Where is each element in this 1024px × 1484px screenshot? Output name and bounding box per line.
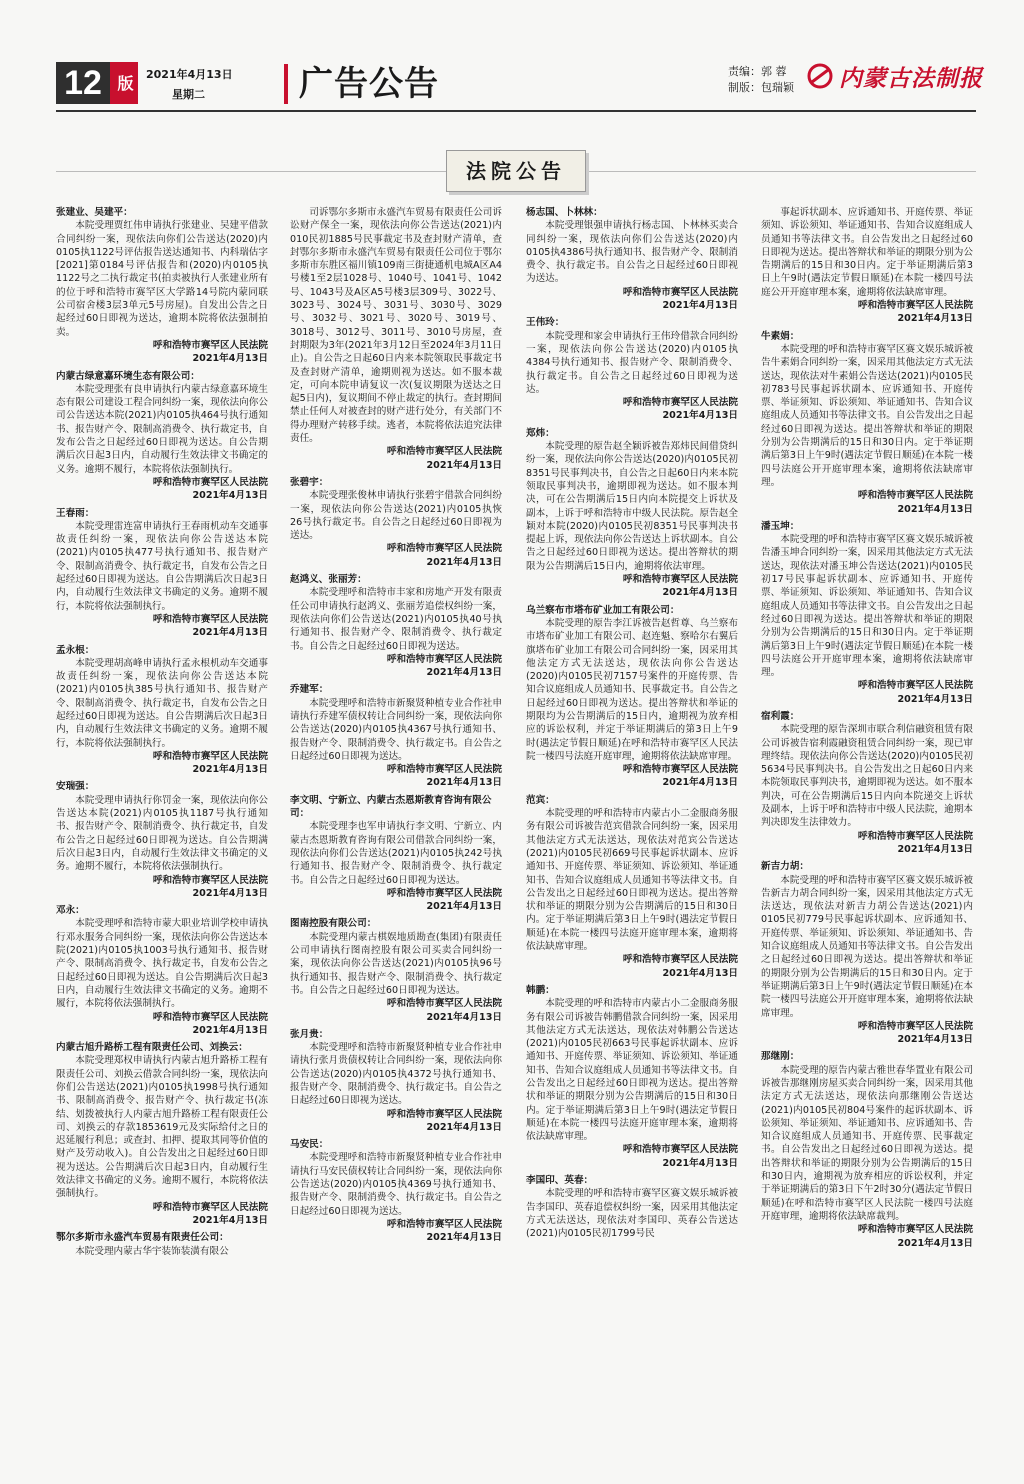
page-number: 12 — [56, 62, 110, 104]
notice-body: 本院受理和家会申请执行王伟玲借款合同纠纷一案，现依法向你公告送达(2020)内0105执4384号执行通知书、报告财产令、限制消费令、执行裁定书。自公告之日起经过60日即视为送达。 — [526, 330, 738, 395]
notice-body: 本院受理呼和浩特市蒙大职业培训学校申请执行邓永服务合同纠纷一案，现依法向你公告送达本院(2021)内0105执1003号执行通知书、报告财产令、限制高消费令、执行裁定书，自发布公告之日起经过60日即视为送达。自公告期满后次日起3日内，自动履行生效法律文书确定的义务。逾期不履行，本院将依法强制执行。 — [56, 918, 268, 1010]
notice-item — [761, 330, 973, 516]
notice-date: 2021年4月13日 — [192, 887, 268, 899]
header-divider — [284, 64, 288, 104]
notice-date: 2021年4月13日 — [897, 843, 973, 855]
notice-date: 2021年4月13日 — [192, 764, 268, 776]
notice-item — [56, 644, 268, 777]
section-title: 广告公告 — [299, 64, 439, 104]
notice-addressee: 潘玉坤： — [761, 520, 800, 532]
editor-credits — [728, 64, 794, 96]
notice-date: 2021年4月13日 — [426, 901, 502, 913]
notice-body: 本院受理的原告内蒙古雅世春华置业有限公司诉被告那继刚房屋买卖合同纠纷一案，因采用其他法定方式无法送达，现依法向那继刚公告送达(2021)内0105民初804号案件的起诉状副本、诉讼须知、举证须知、举证通知书、应诉通知书、告知合议庭组成人员通知书、开庭传票、民事裁定书。自公告发出之日起经过60日即视为送达。提出答辩状和举证的期限分别为公告期满后的15日和30日内，逾期视为放弃相应的诉讼权利，并定于举证期满后的第3日下午2时30分(遇法定节假日顺延)在呼和浩特市赛罕区人民法院一楼四号法庭开庭审理，逾期将依法缺席裁判。 — [761, 1064, 973, 1222]
notice-court: 呼和浩特市赛罕区人民法院 — [622, 954, 738, 966]
notice-body: 本院受理的呼和浩特市赛罕区赛文娱乐城诉被告潘玉坤合同纠纷一案，因采用其他法定方式无法送达，现依法对潘玉坤公告送达(2021)内0105民初17号民事起诉状副本、应诉通知书、开庭传票、举证须知、诉讼须知、举证通知书、告知合议庭组成人员通知书等法律文书。自公告发出之日起经过60日即视为送达。提出答辩状和举证的期限分别为公告期满后的15日和30日内。定于举证期满后第3日上午9时(遇法定节假日顺延)在本院一楼四号法庭公开开庭审理本案，逾期将依法缺席审理。 — [761, 534, 973, 679]
notice-date: 2021年4月13日 — [662, 777, 738, 789]
notice-addressee: 牛素娟： — [761, 330, 800, 342]
notice-item — [56, 206, 268, 366]
notice-addressee: 鄂尔多斯市永盛汽车贸易有限责任公司： — [56, 1232, 229, 1244]
notice-date: 2021年4月13日 — [192, 1214, 268, 1226]
notice-court: 呼和浩特市赛罕区人民法院 — [152, 339, 268, 351]
court-notice-banner: 法院公告 — [446, 150, 586, 192]
notice-addressee: 张碧宇： — [290, 476, 329, 488]
notice-court: 呼和浩特市赛罕区人民法院 — [152, 874, 268, 886]
notice-addressee: 那继刚： — [761, 1051, 800, 1063]
notice-body: 本院受理呼和浩特市新聚贤种植专业合作社申请执行张月贵债权转让合同纠纷一案，现依法向你公告送达(2020)内0105执4372号执行通知书、报告财产令、限制消费令、执行裁定书。自公告之日起经过60日即视为送达。 — [290, 1042, 502, 1107]
notice-court: 呼和浩特市赛罕区人民法院 — [386, 1108, 502, 1120]
notice-body: 本院受理的呼和浩特市赛罕区赛文娱乐城诉被告牛素娟合同纠纷一案，因采用其他法定方式无法送达，现依法对牛素娟公告送达(2021)内0105民初783号民事起诉状副本、应诉通知书、开庭传票、举证须知、诉讼须知、举证通知书、告知合议庭组成人员通知书等法律文书。自公告发出之日起经过60日即视为送达。提出答辩状和举证的期限分别为公告期满后的15日和30日内。定于举证期满后第3日上午9时(遇法定节假日顺延)在本院一楼四号法庭公开开庭审理本案，逾期将依法缺席审理。 — [761, 343, 973, 488]
notice-date: 2021年4月13日 — [426, 459, 502, 471]
notice-body: 本院受理郑权申请执行内蒙古旭升路桥工程有限责任公司、刘换云借款合同纠纷一案，现依法向你们公告送达(2021)内0105执1998号执行通知书、限制高消费令、报告财产令、执行裁定书(冻结、划拨被执行人内蒙古旭升路桥工程有限责任公司、刘换云的存款1853619元及实际给付之日的迟延履行利息；或查封、扣押、提取其同等价值的财产及劳动收入)。自公告发出之日起经过60日即视为送达。公告期满后次日起3日内，自动履行生效法律文书确定的义务。逾期不履行，本院将依法强制执行。 — [56, 1055, 268, 1200]
notice-date: 2021年4月13日 — [192, 353, 268, 365]
notice-date: 2021年4月13日 — [897, 693, 973, 705]
notice-item — [526, 427, 738, 600]
notice-court: 呼和浩特市赛罕区人民法院 — [857, 830, 973, 842]
notice-body: 本院受理的原告深圳市联合利信融资租赁有限公司诉被告宿利霞融资租赁合同纠纷一案，现已审理终结。现依法向你公告送达(2020)内0105民初5634号民事判决书。自公告发出之日起60日内来本院领取民事判决书，逾期即视为送达。如不服本判决，可在公告期满后15日内向本院递交上诉状及副本，上诉于呼和浩特市中级人民法院，逾期本判决即发生法律效力。 — [761, 724, 973, 829]
notice-date: 2021年4月13日 — [662, 410, 738, 422]
notice-item — [526, 206, 738, 312]
notice-addressee: 马安民： — [290, 1139, 329, 1151]
notice-item — [526, 316, 738, 422]
producer-line: 制版：包瑞颖 — [728, 81, 794, 94]
notice-item — [526, 984, 738, 1170]
notice-date: 2021年4月13日 — [897, 503, 973, 515]
notice-date: 2021年4月13日 — [662, 300, 738, 312]
header-rule — [56, 110, 976, 112]
notice-item — [526, 1174, 738, 1240]
notice-date: 2021年4月13日 — [426, 556, 502, 568]
notice-addressee: 王伟玲： — [526, 317, 565, 329]
notice-date: 2021年4月13日 — [897, 1034, 973, 1046]
notice-court: 呼和浩特市赛罕区人民法院 — [857, 1224, 973, 1236]
editor-line: 责编：郭 蓉 — [728, 65, 787, 78]
notice-item — [56, 507, 268, 640]
notice-court: 呼和浩特市赛罕区人民法院 — [622, 1144, 738, 1156]
notice-date: 2021年4月13日 — [426, 1011, 502, 1023]
notice-item — [56, 370, 268, 503]
notice-addressee: 安瑞强： — [56, 781, 95, 793]
notice-date: 2021年4月13日 — [426, 1121, 502, 1133]
notice-body: 本院受理胡高峰申请执行孟永根机动车交通事故责任纠纷一案，现依法向你公告送达本院(2021)内0105执385号执行通知书、报告财产令、限制高消费令、执行裁定书，自发布公告之日起经过60日即视为送达。自公告期满后次日起3日内，自动履行生效法律文书确定的义务。逾期不履行，本院将依法强制执行。 — [56, 657, 268, 749]
page-label: 版 — [110, 62, 138, 104]
notice-body: 本院受理张有良申请执行内蒙古绿意嘉环境生态有限公司建设工程合同纠纷一案，现依法向你公司公告送达本院(2021)内0105执464号执行通知书、报告财产令、限制高消费令、执行裁定书，自发布公告之日起经过60日即视为送达。自公告期满后次日起3日内，自动履行生效法律文书确定的义务。逾期不履行，本院将依法强制执行。 — [56, 383, 268, 475]
notice-court: 呼和浩特市赛罕区人民法院 — [386, 543, 502, 555]
notice-item — [290, 917, 502, 1023]
notice-item — [290, 476, 502, 569]
notice-body: 本院受理银强申请执行杨志国、卜林林买卖合同纠纷一案，现依法向你们公告送达(2020)内0105执4386号执行通知书、报告财产令、限制消费令、执行裁定书。自公告之日起经过60日即视为送达。 — [526, 220, 738, 285]
notice-body: 本院受理呼和浩特市新聚贤种植专业合作社申请执行马安民债权转让合同纠纷一案，现依法向你公告送达(2020)内0105执4369号执行通知书、报告财产令、限制消费令、执行裁定书。自公告之日起经过60日即视为送达。 — [290, 1152, 502, 1217]
notice-addressee: 郑炜： — [526, 427, 555, 439]
notice-item — [761, 860, 973, 1046]
notice-court: 呼和浩特市赛罕区人民法院 — [857, 490, 973, 502]
notice-date: 2021年4月13日 — [426, 1232, 502, 1244]
notice-court: 呼和浩特市赛罕区人民法院 — [152, 613, 268, 625]
notice-item — [761, 520, 973, 706]
notice-item — [761, 710, 973, 856]
notice-addressee: 乔建军： — [290, 684, 329, 696]
notice-addressee: 韩鹏： — [526, 984, 555, 996]
notice-item — [290, 1138, 502, 1244]
notice-body: 本院受理呼和浩特市新聚贤种植专业合作社申请执行乔建军债权转让合同纠纷一案，现依法向你公告送达(2020)内0105执4367号执行通知书、报告财产令、限制消费令、执行裁定书。自公告之日起经过60日即视为送达。 — [290, 697, 502, 762]
masthead — [56, 62, 983, 112]
notice-addressee: 邓永： — [56, 905, 85, 917]
notice-body: 本院受理的呼和浩特市赛罕区赛文娱乐城诉被告李国印、英春追偿权纠纷一案，因采用其他法定方式无法送达，现依法对李国印、英春公告送达(2021)内0105民初1799号民 — [526, 1188, 738, 1240]
notice-addressee: 宿利霞： — [761, 710, 800, 722]
notice-court: 呼和浩特市赛罕区人民法院 — [622, 764, 738, 776]
notice-column-2 — [290, 206, 502, 1249]
notice-addressee: 内蒙古绿意嘉环境生态有限公司： — [56, 370, 200, 382]
notice-addressee: 赵鸿义、张丽芳： — [290, 574, 367, 586]
notice-court: 呼和浩特市赛罕区人民法院 — [386, 998, 502, 1010]
notice-court: 呼和浩特市赛罕区人民法院 — [386, 764, 502, 776]
notice-body: 本院受理的原告赵全颖诉被告郑炜民间借贷纠纷一案，现依法向你公告送达(2020)内0105民初8351号民事判决书，自公告之日起60日内来本院领取民事判决书，逾期即视为送达。如不服本判决，可在公告期满后15日内向本院提交上诉状及副本，上诉于呼和浩特市中级人民法院。原告赵全颖对本院(2020)内0105民初8351号民事判决书提起上诉，现依法向你公告送达上诉状副本。自公告之日起经过60日即视为送达。提出答辩状的期限为公告期满后15日内，逾期将依法审理。 — [526, 441, 738, 572]
notice-body: 本院受理呼和浩特市丰家和房地产开发有限责任公司申请执行赵鸿义、张丽芳追偿权纠纷一案，现依法向你们公告送达(2021)内0105执40号执行通知书、报告财产令、限制消费令、执行裁定书。自公告之日起经过60日即视为送达。 — [290, 587, 502, 652]
notice-court: 呼和浩特市赛罕区人民法院 — [386, 887, 502, 899]
newspaper-name: 内蒙古法制报 — [839, 65, 983, 92]
issue-date: 2021年4月13日 — [146, 68, 233, 81]
notice-date: 2021年4月13日 — [192, 627, 268, 639]
notice-item — [761, 1050, 973, 1249]
notice-court: 呼和浩特市赛罕区人民法院 — [152, 1011, 268, 1023]
notice-addressee: 王春雨： — [56, 507, 95, 519]
notice-item — [290, 794, 502, 914]
notice-date: 2021年4月13日 — [897, 313, 973, 325]
notice-body: 本院受理贾红伟申请执行张建业、吴建平借款合同纠纷一案，现依法向你们公告送达(2020)内0105执1122号评估报告送达通知书、内科瑞估字[2021]第0184号评估报告和(2020)内0105执1122号之二执行裁定书(拍卖被执行人张建业所有的位于呼和浩特市赛罕区大学路14号院内蒙同联公司宿舍楼3层3单元5号房屋)。自发出公告之日起经过60日即视为送达，逾期本院将依法强制拍卖。 — [56, 220, 268, 338]
notice-court: 呼和浩特市赛罕区人民法院 — [152, 1201, 268, 1213]
notice-court: 呼和浩特市赛罕区人民法院 — [152, 750, 268, 762]
notice-body: 本院受理的呼和浩特市内蒙古小二金服商务服务有限公司诉被告韩鹏借款合同纠纷一案，因采用其他法定方式无法送达，现依法对韩鹏公告送达(2021)内0105民初663号民事起诉状副本、应诉通知书、开庭传票、举证须知、诉讼须知、举证通知书、告知合议庭组成人员通知书等法律文书。自公告发出之日起经过60日即视为送达。提出答辩状和举证的期限分别为公告期满后的15日和30日内。定于举证期满后第3日上午9时(遇法定节假日顺延)在本院一楼四号法庭开庭审理本案，逾期将依法缺席审理。 — [526, 998, 738, 1143]
notice-court: 呼和浩特市赛罕区人民法院 — [857, 680, 973, 692]
notice-court: 呼和浩特市赛罕区人民法院 — [386, 1218, 502, 1230]
notice-addressee: 内蒙古旭升路桥工程有限责任公司、刘换云： — [56, 1042, 248, 1054]
notice-item — [290, 573, 502, 679]
notice-date: 2021年4月13日 — [662, 967, 738, 979]
notice-date: 2021年4月13日 — [426, 777, 502, 789]
notice-body: 本院受理雷连富申请执行王春雨机动车交通事故责任纠纷一案，现依法向你公告送达本院(2021)内0105执477号执行通知书、报告财产令、限制高消费令、执行裁定书，自发布公告之日起经过60日即视为送达。自公告期满后次日起3日内，自动履行生效法律文书确定的义务。逾期不履行，本院将依法强制执行。 — [56, 520, 268, 612]
notice-addressee: 张月贵： — [290, 1028, 329, 1040]
notice-court: 呼和浩特市赛罕区人民法院 — [857, 1020, 973, 1032]
notice-body: 本院受理的呼和浩特市内蒙古小二金服商务服务有限公司诉被告范宾借款合同纠纷一案，因采用其他法定方式无法送达，现依法对范宾公告送达(2021)内0105民初669号民事起诉状副本、应诉通知书、开庭传票、举证须知、诉讼须知、举证通知书、告知合议庭组成人员通知书等法律文书。自公告发出之日起经过60日即视为送达。提出答辩状和举证的期限分别为公告期满后的15日和30日内。定于举证期满后第3日上午9时(遇法定节假日顺延)在本院一楼四号法庭开庭审理本案，逾期将依法缺席审理。 — [526, 808, 738, 953]
notice-court: 呼和浩特市赛罕区人民法院 — [622, 397, 738, 409]
notice-item — [56, 904, 268, 1037]
notice-addressee: 杨志国、卜林林： — [526, 207, 603, 218]
notice-date: 2021年4月13日 — [192, 1024, 268, 1036]
notice-item — [526, 794, 738, 980]
notice-addressee: 李文明、宁新立、内蒙古杰恩斯教育咨询有限公司： — [290, 794, 492, 820]
notice-date: 2021年4月13日 — [192, 490, 268, 502]
notice-body: 本院受理的原告李江诉被告赵哲尊、乌兰察布市塔布矿业加工有限公司、赵连魁、察哈尔右翼后旗塔布矿业加工有限公司合同纠纷一案，因采用其他法定方式无法送达，现依法向你公告送达(2020)内0105民初7157号案件的开庭传票、告知合议庭组成人员通知书、民事裁定书。自公告之日起经过60日即视为送达。提出答辩状和举证的期限均为公告期满后的15日内，逾期视为放弃相应的诉讼权利，并定于举证期满后的第3日上午9时(遇法定节假日顺延)在呼和浩特市赛罕区人民法院一楼四号法庭开庭审理，逾期将依法缺席审理。 — [526, 617, 738, 762]
notice-item — [290, 683, 502, 789]
notice-date: 2021年4月13日 — [662, 1157, 738, 1169]
notice-court: 呼和浩特市赛罕区人民法院 — [622, 286, 738, 298]
issue-weekday: 星期二 — [172, 88, 205, 101]
notice-body: 本院受理申请执行你罚金一案，现依法向你公告送达本院(2021)内0105执1187号执行通知书、报告财产令、限制消费令、执行裁定书，自发布公告之日起经过60日即视为送达。自公告期满后次日起3日内，自动履行生效法律文书确定的义务。逾期不履行，本院将依法强制执行。 — [56, 794, 268, 873]
notice-body: 本院受理内蒙古棋娱地质勘查(集团)有限责任公司申请执行图南控股有限公司买卖合同纠纷一案，现依法向你公告送达(2021)内0105执96号执行通知书、报告财产令、限制消费令、执行裁定书。自公告之日起经过60日即视为送达。 — [290, 931, 502, 996]
notice-court: 呼和浩特市赛罕区人民法院 — [386, 653, 502, 665]
notice-addressee: 乌兰察布市塔布矿业加工有限公司： — [526, 604, 680, 616]
notice-addressee: 李国印、英春： — [526, 1175, 594, 1187]
notice-body: 本院受理张俊林申请执行张碧宇借款合同纠纷一案，现依法向你公告送达(2021)内0105执恢26号执行裁定书。自公告之日起经过60日即视为送达。 — [290, 490, 502, 542]
notice-addressee: 张建业、吴建平： — [56, 207, 133, 218]
notice-date: 2021年4月13日 — [426, 667, 502, 679]
notice-item — [526, 604, 738, 790]
notice-addressee: 新吉力胡： — [761, 861, 809, 873]
notice-addressee: 图南控股有限公司： — [290, 918, 377, 930]
notice-item — [290, 206, 502, 472]
notice-body: 事起诉状副本、应诉通知书、开庭传票、举证须知、诉讼须知、举证通知书、告知合议庭组成人员通知书等法律文书。自公告发出之日起经过60日即视为送达。提出答辩状和举证的期限分别为公告期满后的15日和30日内。定于举证期满后第3日上午9时(遇法定节假日顺延)在本院一楼四号法庭公开开庭审理本案，逾期将依法缺席审理。 — [761, 207, 973, 298]
notice-column-3 — [526, 206, 738, 1245]
notice-body: 本院受理内蒙古华宇装饰装潢有限公 — [75, 1245, 229, 1257]
notice-court: 呼和浩特市赛罕区人民法院 — [622, 574, 738, 586]
notice-body: 司诉鄂尔多斯市永盛汽车贸易有限责任公司诉讼财产保全一案，现依法向你公告送达(2021)内010民初1885号民事裁定书及查封财产清单，查封鄂尔多斯市永盛汽车贸易有限责任公司位于鄂尔多斯市东胜区福川镇109南三街捷通机电城A区A4号楼1至2层1028号、1040号、1041号、1042号、1043号及A区A5号楼3层309号、3022号、3023号、3024号、3031号、3030号、3029号、3032号、3021号、3020号、3019号、3018号、3012号、3011号、3010号房屋，查封期限为3年(2021年3月12日至2024年3月11日止)。自公告之日起60日内来本院领取民事裁定书及查封财产清单，逾期则视为送达。如不服本裁定，可向本院申请复议一次(复议期限为送达之日起5日内)，复议期间不停止裁定的执行。查封期间禁止任何人对被查封的财产进行处分，有关部门不得办理财产转移手续。逃者，本院将依法追究法律责任。 — [290, 207, 502, 445]
notice-addressee: 孟永根： — [56, 644, 95, 656]
notice-item — [761, 206, 973, 326]
newspaper-logo-icon — [806, 62, 834, 90]
notice-column-1 — [56, 206, 268, 1262]
notice-addressee: 范宾： — [526, 794, 555, 806]
notice-item — [290, 1028, 502, 1134]
notice-court: 呼和浩特市赛罕区人民法院 — [152, 476, 268, 488]
notice-item — [56, 780, 268, 900]
notice-date: 2021年4月13日 — [662, 587, 738, 599]
notice-court: 呼和浩特市赛罕区人民法院 — [857, 300, 973, 312]
notice-item — [56, 1041, 268, 1227]
notice-date: 2021年4月13日 — [897, 1237, 973, 1249]
notice-column-4 — [761, 206, 973, 1254]
notice-item — [56, 1231, 268, 1258]
notice-body: 本院受理的呼和浩特市赛罕区赛文娱乐城诉被告新吉力胡合同纠纷一案，因采用其他法定方式无法送达，现依法对新吉力胡公告送达(2021)内0105民初779号民事起诉状副本、应诉通知书、开庭传票、举证须知、诉讼须知、举证通知书、告知合议庭组成人员通知书等法律文书。自公告发出之日起经过60日即视为送达。提出答辩状和举证的期限分别为公告期满后的15日和30日内。定于举证期满后第3日上午9时(遇法定节假日顺延)在本院一楼四号法庭公开开庭审理本案，逾期将依法缺席审理。 — [761, 874, 973, 1019]
notice-body: 本院受理李也军申请执行李文明、宁新立、内蒙古杰恩斯教育咨询有限公司借款合同纠纷一案，现依法向你们公告送达(2021)内0105执242号执行通知书、报告财产令、限制消费令、执行裁定书。自公告之日起经过60日即视为送达。 — [290, 821, 502, 886]
notice-court: 呼和浩特市赛罕区人民法院 — [386, 446, 502, 458]
